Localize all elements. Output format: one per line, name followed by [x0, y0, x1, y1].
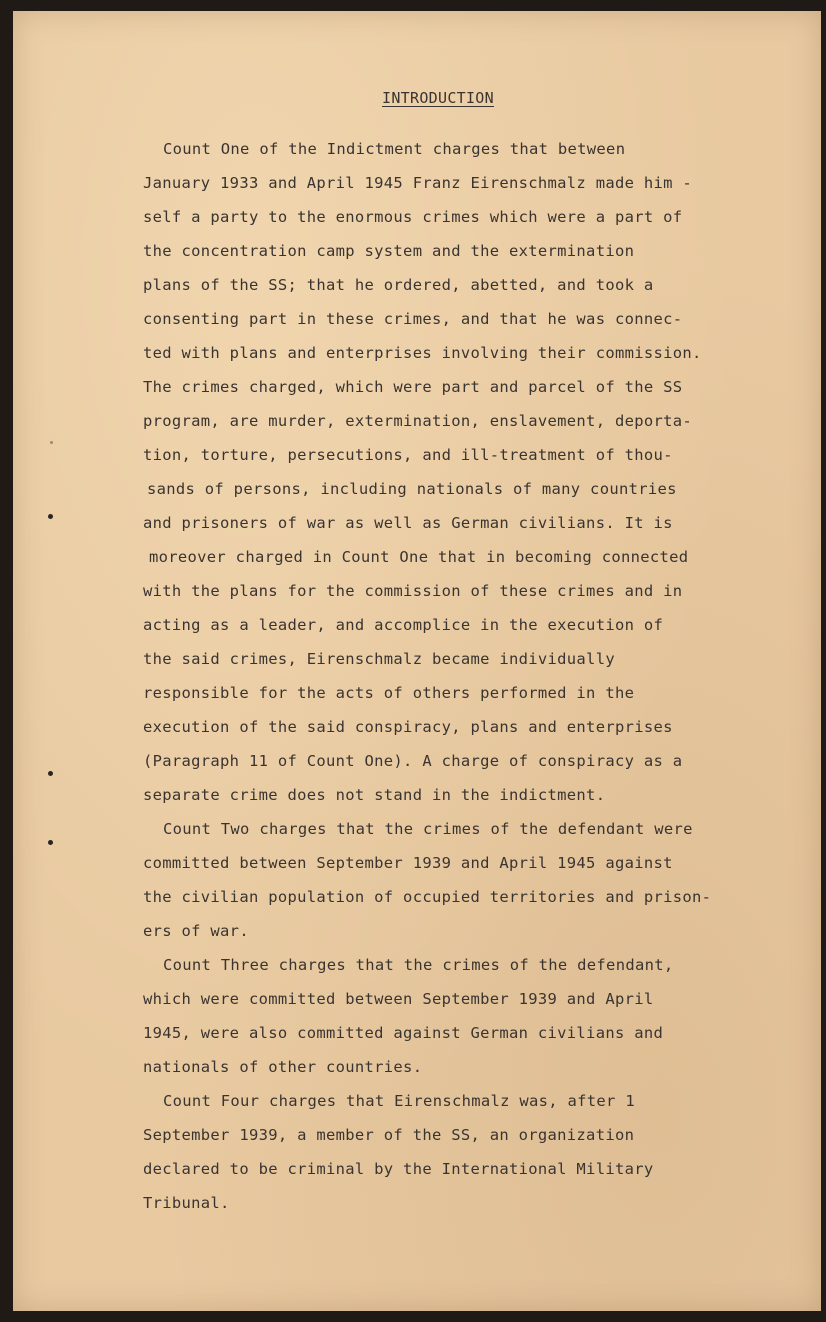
text-line: program, are murder, extermination, enslavement, deporta-	[143, 412, 693, 430]
text-line: Count Three charges that the crimes of the defendant,	[163, 956, 674, 974]
text-line: declared to be criminal by the International Military	[143, 1160, 654, 1178]
text-line: January 1933 and April 1945 Franz Eirenschmalz made him -	[143, 174, 693, 192]
text-line: which were committed between September 1939 and April	[143, 990, 654, 1008]
text-line: ers of war.	[143, 922, 249, 940]
text-line: self a party to the enormous crimes which were a part of	[143, 208, 683, 226]
text-line: The crimes charged, which were part and parcel of the SS	[143, 378, 683, 396]
text-line: ted with plans and enterprises involving their commission.	[143, 344, 702, 362]
text-line: with the plans for the commission of these crimes and in	[143, 582, 683, 600]
text-line: separate crime does not stand in the indictment.	[143, 786, 606, 804]
text-line: acting as a leader, and accomplice in the execution of	[143, 616, 664, 634]
text-line: the civilian population of occupied territories and prison-	[143, 888, 712, 906]
document-page	[13, 11, 821, 1311]
text-line: moreover charged in Count One that in becoming connected	[149, 548, 689, 566]
page-text	[13, 11, 821, 1311]
text-line: execution of the said conspiracy, plans and enterprises	[143, 718, 673, 736]
text-line: plans of the SS; that he ordered, abetted, and took a	[143, 276, 654, 294]
text-line: Count Four charges that Eirenschmalz was, after 1	[163, 1092, 635, 1110]
text-line: Count One of the Indictment charges that between	[163, 140, 626, 158]
text-line: responsible for the acts of others performed in the	[143, 684, 635, 702]
paper-mark	[48, 840, 53, 845]
text-line: Count Two charges that the crimes of the defendant were	[163, 820, 693, 838]
text-line: tion, torture, persecutions, and ill-treatment of thou-	[143, 446, 673, 464]
text-line: consenting part in these crimes, and that he was connec-	[143, 310, 683, 328]
paper-mark	[50, 441, 53, 444]
text-line: Tribunal.	[143, 1194, 230, 1212]
text-line: September 1939, a member of the SS, an organization	[143, 1126, 635, 1144]
text-line: the concentration camp system and the extermination	[143, 242, 635, 260]
text-line: 1945, were also committed against German civilians and	[143, 1024, 664, 1042]
text-line: and prisoners of war as well as German civilians. It is	[143, 514, 673, 532]
text-line: nationals of other countries.	[143, 1058, 423, 1076]
text-line: (Paragraph 11 of Count One). A charge of conspiracy as a	[143, 752, 683, 770]
text-line: sands of persons, including nationals of many countries	[147, 480, 677, 498]
paper-mark	[48, 514, 53, 519]
page-title: INTRODUCTION	[382, 89, 494, 107]
text-line: committed between September 1939 and April 1945 against	[143, 854, 673, 872]
text-line: the said crimes, Eirenschmalz became individually	[143, 650, 615, 668]
paper-mark	[48, 771, 53, 776]
